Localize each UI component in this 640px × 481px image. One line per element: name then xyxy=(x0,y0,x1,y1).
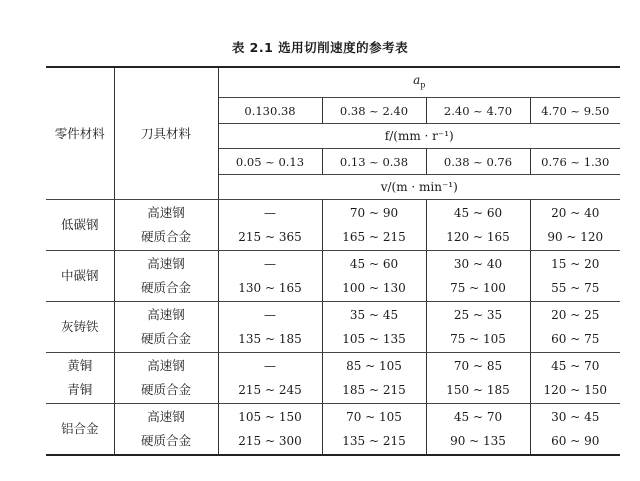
speed-cell: 70 ~ 90 165 ~ 215 xyxy=(322,200,426,251)
ap-range: 2.40 ~ 4.70 xyxy=(426,98,530,124)
table-caption: 表 2.1 选用切削速度的参考表 xyxy=(231,40,409,55)
tool-cell: 高速钢 硬质合金 xyxy=(114,404,218,456)
material-cell: 黄铜 青铜 xyxy=(46,353,114,404)
header-tool-material: 刀具材料 xyxy=(114,67,218,200)
material-cell: 中碳钢 xyxy=(46,251,114,302)
ap-range: 0.38 ~ 2.40 xyxy=(322,98,426,124)
ap-range: 0.130.38 xyxy=(218,98,322,124)
speed-cell: — 215 ~ 245 xyxy=(218,353,322,404)
feed-range: 0.05 ~ 0.13 xyxy=(218,149,322,175)
speed-cell: 45 ~ 60 120 ~ 165 xyxy=(426,200,530,251)
speed-cell: 35 ~ 45 105 ~ 135 xyxy=(322,302,426,353)
speed-cell: 105 ~ 150 215 ~ 300 xyxy=(218,404,322,456)
header-velocity: v/(m · min⁻¹) xyxy=(218,175,620,200)
material-cell: 低碳钢 xyxy=(46,200,114,251)
speed-cell: 45 ~ 60 100 ~ 130 xyxy=(322,251,426,302)
feed-range: 0.38 ~ 0.76 xyxy=(426,149,530,175)
speed-cell: — 135 ~ 185 xyxy=(218,302,322,353)
speed-cell: 15 ~ 20 55 ~ 75 xyxy=(530,251,620,302)
speed-cell: 70 ~ 85 150 ~ 185 xyxy=(426,353,530,404)
speed-cell: 20 ~ 25 60 ~ 75 xyxy=(530,302,620,353)
speed-cell: — 215 ~ 365 xyxy=(218,200,322,251)
speed-cell: 25 ~ 35 75 ~ 105 xyxy=(426,302,530,353)
speed-cell: 30 ~ 40 75 ~ 100 xyxy=(426,251,530,302)
speed-cell: 70 ~ 105 135 ~ 215 xyxy=(322,404,426,456)
speed-cell: — 130 ~ 165 xyxy=(218,251,322,302)
tool-cell: 高速钢 硬质合金 xyxy=(114,353,218,404)
speed-cell: 20 ~ 40 90 ~ 120 xyxy=(530,200,620,251)
speed-cell: 45 ~ 70 120 ~ 150 xyxy=(530,353,620,404)
cutting-speed-table xyxy=(46,66,620,456)
header-part-material: 零件材料 xyxy=(46,67,114,200)
tool-cell: 高速钢 硬质合金 xyxy=(114,302,218,353)
speed-cell: 85 ~ 105 185 ~ 215 xyxy=(322,353,426,404)
ap-range: 4.70 ~ 9.50 xyxy=(530,98,620,124)
material-cell: 铝合金 xyxy=(46,404,114,456)
header-feed: f/(mm · r⁻¹) xyxy=(218,124,620,149)
feed-range: 0.76 ~ 1.30 xyxy=(530,149,620,175)
speed-cell: 30 ~ 45 60 ~ 90 xyxy=(530,404,620,456)
feed-range: 0.13 ~ 0.38 xyxy=(322,149,426,175)
speed-cell: 45 ~ 70 90 ~ 135 xyxy=(426,404,530,456)
material-cell: 灰铸铁 xyxy=(46,302,114,353)
header-ap: $a_p$ xyxy=(218,67,620,98)
tool-cell: 高速钢 硬质合金 xyxy=(114,251,218,302)
tool-cell: 高速钢 硬质合金 xyxy=(114,200,218,251)
